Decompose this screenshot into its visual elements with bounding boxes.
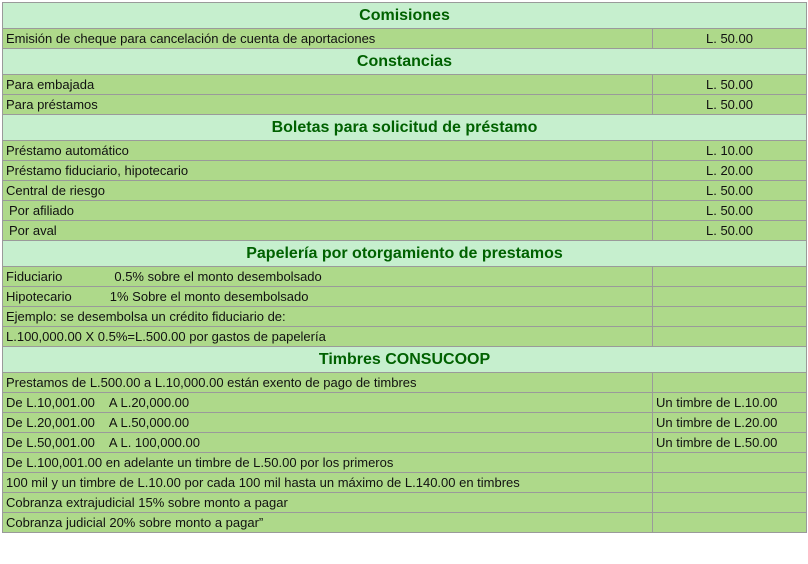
fee-label: De L.100,001.00 en adelante un timbre de L.50.00 por los primeros [3, 453, 653, 473]
table-row [3, 181, 807, 201]
fee-label [3, 287, 653, 307]
range-from: De L.10,001.00 [6, 395, 95, 410]
stamp-note [653, 513, 807, 533]
stamp-note: Un timbre de L.20.00 [653, 413, 807, 433]
fee-label [3, 267, 653, 287]
fee-amount: L. 50.00 [653, 201, 807, 221]
table-row [3, 221, 807, 241]
fee-label: Préstamo automático [3, 141, 653, 161]
range-from: De L.50,001.00 [6, 435, 95, 450]
section-title: Comisiones [3, 3, 807, 29]
section-header-papeleria [3, 241, 807, 267]
fee-amount: L. 50.00 [653, 29, 807, 49]
section-title: Timbres CONSUCOOP [3, 347, 807, 373]
fee-label [3, 201, 653, 221]
table-row [3, 201, 807, 221]
range-to: A L.50,000.00 [108, 415, 190, 430]
empty-cell [653, 307, 807, 327]
table-row [3, 413, 807, 433]
table-row [3, 433, 807, 453]
fee-label: Emisión de cheque para cancelación de cuenta de aportaciones [3, 29, 653, 49]
fee-label [3, 433, 653, 453]
fee-label [3, 221, 653, 241]
table-row [3, 327, 807, 347]
fee-label: Para préstamos [3, 95, 653, 115]
fee-label-text: Por afiliado [9, 203, 75, 218]
stamp-note [653, 473, 807, 493]
section-header-boletas [3, 115, 807, 141]
section-title: Papelería por otorgamiento de prestamos [3, 241, 807, 267]
table-row [3, 393, 807, 413]
section-title: Boletas para solicitud de préstamo [3, 115, 807, 141]
loan-type: Hipotecario [6, 289, 72, 304]
stamp-note [653, 373, 807, 393]
fee-amount: L. 50.00 [653, 95, 807, 115]
section-title: Constancias [3, 49, 807, 75]
fee-label: Central de riesgo [3, 181, 653, 201]
section-header-comisiones [3, 3, 807, 29]
table-row [3, 493, 807, 513]
section-header-timbres [3, 347, 807, 373]
fee-amount: L. 50.00 [653, 221, 807, 241]
fee-label: Ejemplo: se desembolsa un crédito fiduciario de: [3, 307, 653, 327]
table-row [3, 267, 807, 287]
fee-label-text: Por aval [9, 223, 57, 238]
table-row [3, 75, 807, 95]
empty-cell [653, 267, 807, 287]
empty-cell [653, 287, 807, 307]
loan-type: Fiduciario [6, 269, 63, 284]
section-header-constancias [3, 49, 807, 75]
range-to: A L. 100,000.00 [108, 435, 200, 450]
table-row [3, 473, 807, 493]
fee-label: Cobranza judicial 20% sobre monto a pagar” [3, 513, 653, 533]
fee-label: Para embajada [3, 75, 653, 95]
table-row [3, 373, 807, 393]
table-row [3, 95, 807, 115]
stamp-note [653, 453, 807, 473]
table-row [3, 161, 807, 181]
fee-amount: L. 50.00 [653, 75, 807, 95]
stamp-note: Un timbre de L.50.00 [653, 433, 807, 453]
fee-label: Prestamos de L.500.00 a L.10,000.00 están exento de pago de timbres [3, 373, 653, 393]
range-from: De L.20,001.00 [6, 415, 95, 430]
empty-cell [653, 327, 807, 347]
stamp-note [653, 493, 807, 513]
fee-table [2, 2, 807, 533]
fee-amount: L. 10.00 [653, 141, 807, 161]
table-row [3, 141, 807, 161]
range-to: A L.20,000.00 [108, 395, 190, 410]
fee-amount: L. 50.00 [653, 181, 807, 201]
table-row [3, 513, 807, 533]
fee-label: Cobranza extrajudicial 15% sobre monto a pagar [3, 493, 653, 513]
fee-label [3, 393, 653, 413]
fee-label [3, 413, 653, 433]
fee-detail: 0.5% sobre el monto desembolsado [114, 269, 322, 284]
table-row [3, 453, 807, 473]
stamp-note: Un timbre de L.10.00 [653, 393, 807, 413]
fee-label: L.100,000.00 X 0.5%=L.500.00 por gastos de papelería [3, 327, 653, 347]
fee-amount: L. 20.00 [653, 161, 807, 181]
table-row [3, 307, 807, 327]
fee-detail: 1% Sobre el monto desembolsado [109, 289, 309, 304]
table-row [3, 29, 807, 49]
fee-label: 100 mil y un timbre de L.10.00 por cada 100 mil hasta un máximo de L.140.00 en timbres [3, 473, 653, 493]
table-row [3, 287, 807, 307]
fee-label: Préstamo fiduciario, hipotecario [3, 161, 653, 181]
